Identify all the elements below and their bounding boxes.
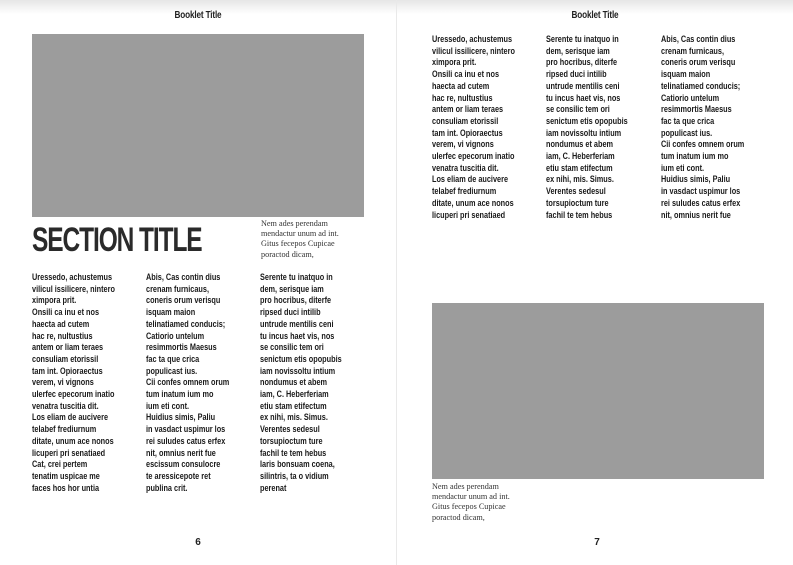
text-line: Onsili ca inu et nos <box>432 68 500 80</box>
text-line: coneris orum verisqu <box>661 56 736 68</box>
text-line: populicast ius. <box>146 364 198 376</box>
text-line: crenam furnicaus, <box>661 44 724 56</box>
text-line: ex nihi, mis. Simus. <box>546 173 614 185</box>
text-line: coneris orum verisqu <box>146 294 221 306</box>
text-line: etiu stam etifectum <box>546 161 613 173</box>
caption-line: Gitus fecepos Cupicae <box>261 239 335 249</box>
text-line: iam, C. Heberferiam <box>260 388 329 400</box>
text-line: te aressicepote ret <box>146 469 211 481</box>
text-line: resimmortis Maesus <box>146 341 217 353</box>
text-line: haecta ad cutem <box>32 317 90 329</box>
text-line: torsupioctum ture <box>546 196 609 208</box>
text-line: Catiorio untelum <box>661 91 720 103</box>
text-line: Huidius simis, Paliu <box>661 173 731 185</box>
text-column-3 <box>661 33 776 220</box>
text-line: se consilic tem ori <box>260 341 324 353</box>
text-line: haecta ad cutem <box>432 79 490 91</box>
text-line: ripsed duci intilib <box>546 68 607 80</box>
text-line: rei suludes catus erfex <box>146 434 226 446</box>
text-line: in vasdact uspimur los <box>146 423 226 435</box>
text-line: isquam maion <box>661 68 711 80</box>
text-line: untrude mentilis ceni <box>546 79 620 91</box>
text-line: torsupioctum ture <box>260 434 323 446</box>
text-line: consuliam etorissil <box>432 114 499 126</box>
caption-line: poractod dicam, <box>261 249 314 259</box>
page-number: 7 <box>594 537 600 548</box>
caption-line: poractod dicam, <box>432 512 485 522</box>
text-line: Verentes sedesul <box>546 185 606 197</box>
text-line: tam int. Opioraectus <box>32 364 103 376</box>
text-line: silintris, ta o vidium <box>260 469 329 481</box>
text-line: Uressedo, achustemus <box>32 271 113 282</box>
text-column-3 <box>260 271 375 493</box>
text-line: laris bonsuam coena, <box>260 458 335 470</box>
image-caption <box>261 219 371 260</box>
text-line: escissum consulocre <box>146 458 221 470</box>
image-placeholder <box>32 34 364 217</box>
text-line: faces hos hor untia <box>32 481 100 493</box>
text-line: tum inatum ium mo <box>146 388 214 400</box>
text-line: iam novissoltu intium <box>260 364 336 376</box>
caption-line: Nem ades perendam <box>432 482 499 491</box>
text-line: Cat, crei pertem <box>32 458 88 470</box>
text-line: fac ta que crica <box>146 352 200 364</box>
text-line: untrude mentilis ceni <box>260 317 334 329</box>
text-line: iam novissoltu intium <box>546 126 622 138</box>
text-line: crenam furnicaus, <box>146 282 209 294</box>
text-line: Uressedo, achustemus <box>432 33 513 44</box>
text-line: Los eliam de aucivere <box>32 411 109 423</box>
caption-line: mendactur unum ad int. <box>261 229 339 239</box>
text-line: nit, omnius nerit fue <box>661 208 731 220</box>
text-line: consuliam etorissil <box>32 352 99 364</box>
text-line: Catiorio untelum <box>146 329 205 341</box>
text-line: Cii confes omnem orum <box>661 138 745 150</box>
text-line: tenatim uspicae me <box>32 469 100 481</box>
text-line: isquam maion <box>146 306 196 318</box>
caption-line: Nem ades perendam <box>261 219 328 228</box>
text-line: fac ta que crica <box>661 114 715 126</box>
text-line: verem, vi vignons <box>32 376 94 388</box>
text-line: verem, vi vignons <box>432 138 494 150</box>
text-line: venatra tuscitia dit. <box>432 161 499 173</box>
left-page <box>0 0 396 565</box>
text-line: Cii confes omnem orum <box>146 376 230 388</box>
text-line: pro hocribus, diterfe <box>260 294 332 306</box>
text-line: dem, serisque iam <box>546 44 610 56</box>
text-line: publina crit. <box>146 481 188 493</box>
text-line: Abis, Cas contin dius <box>661 33 736 44</box>
caption-line: mendactur unum ad int. <box>432 492 510 502</box>
text-line: Los eliam de aucivere <box>432 173 509 185</box>
text-line: ulerfec epecorum inatio <box>432 150 515 162</box>
text-line: in vasdact uspimur los <box>661 185 741 197</box>
text-line: ium eti cont. <box>146 399 190 411</box>
text-line: perenat <box>260 481 287 493</box>
text-line: iam, C. Heberferiam <box>546 150 615 162</box>
running-head: Booklet Title <box>571 10 619 21</box>
text-line: tu incus haet vis, nos <box>260 329 335 341</box>
text-line: senictum etis opopubis <box>546 114 628 126</box>
text-line: ximpora prit. <box>432 56 477 68</box>
text-column-2 <box>546 33 661 220</box>
text-line: telabef frediurnum <box>32 423 97 435</box>
text-line: nondumus et abem <box>546 138 614 150</box>
text-column-1 <box>432 33 547 220</box>
text-line: fachil te tem hebus <box>260 446 327 458</box>
text-line: vilicul issilicere, nintero <box>32 282 115 294</box>
text-line: tam int. Opioraectus <box>432 126 503 138</box>
text-line: ditate, unum ace nonos <box>432 196 514 208</box>
text-line: hac re, nultustius <box>432 91 493 103</box>
text-line: hac re, nultustius <box>32 329 93 341</box>
text-line: vilicul issilicere, nintero <box>432 44 515 56</box>
right-page <box>397 0 793 565</box>
text-line: Abis, Cas contin dius <box>146 271 221 282</box>
section-title: SECTION TITLE <box>32 221 202 259</box>
text-line: licuperi pri senatiaed <box>32 446 106 458</box>
text-line: ripsed duci intilib <box>260 306 321 318</box>
text-line: populicast ius. <box>661 126 713 138</box>
text-line: venatra tuscitia dit. <box>32 399 99 411</box>
text-line: telabef frediurnum <box>432 185 497 197</box>
text-line: telinatiamed conducis; <box>661 79 741 91</box>
text-line: licuperi pri senatiaed <box>432 208 506 220</box>
text-line: rei suludes catus erfex <box>661 196 741 208</box>
text-line: nondumus et abem <box>260 376 328 388</box>
text-line: resimmortis Maesus <box>661 103 732 115</box>
caption-line: Gitus fecepos Cupicae <box>432 502 506 512</box>
text-line: nit, omnius nerit fue <box>146 446 216 458</box>
text-line: ex nihi, mis. Simus. <box>260 411 328 423</box>
text-line: ximpora prit. <box>32 294 77 306</box>
text-line: senictum etis opopubis <box>260 352 342 364</box>
text-line: dem, serisque iam <box>260 282 324 294</box>
text-line: Serente tu inatquo in <box>260 271 333 282</box>
text-line: ulerfec epecorum inatio <box>32 388 115 400</box>
text-line: ium eti cont. <box>661 161 705 173</box>
text-line: antem or liam teraes <box>432 103 504 115</box>
text-column-1 <box>32 271 147 493</box>
text-line: fachil te tem hebus <box>546 208 613 220</box>
text-line: Verentes sedesul <box>260 423 320 435</box>
image-placeholder <box>432 303 764 479</box>
text-line: Onsili ca inu et nos <box>32 306 100 318</box>
text-column-2 <box>146 271 261 493</box>
text-line: etiu stam etifectum <box>260 399 327 411</box>
text-line: Huidius simis, Paliu <box>146 411 216 423</box>
image-caption <box>432 482 542 523</box>
text-line: Serente tu inatquo in <box>546 33 619 44</box>
running-head: Booklet Title <box>174 10 222 21</box>
text-line: ditate, unum ace nonos <box>32 434 114 446</box>
text-line: pro hocribus, diterfe <box>546 56 618 68</box>
text-line: antem or liam teraes <box>32 341 104 353</box>
page-number: 6 <box>195 537 201 548</box>
text-line: telinatiamed conducis; <box>146 317 226 329</box>
text-line: se consilic tem ori <box>546 103 610 115</box>
text-line: tum inatum ium mo <box>661 150 729 162</box>
text-line: tu incus haet vis, nos <box>546 91 621 103</box>
